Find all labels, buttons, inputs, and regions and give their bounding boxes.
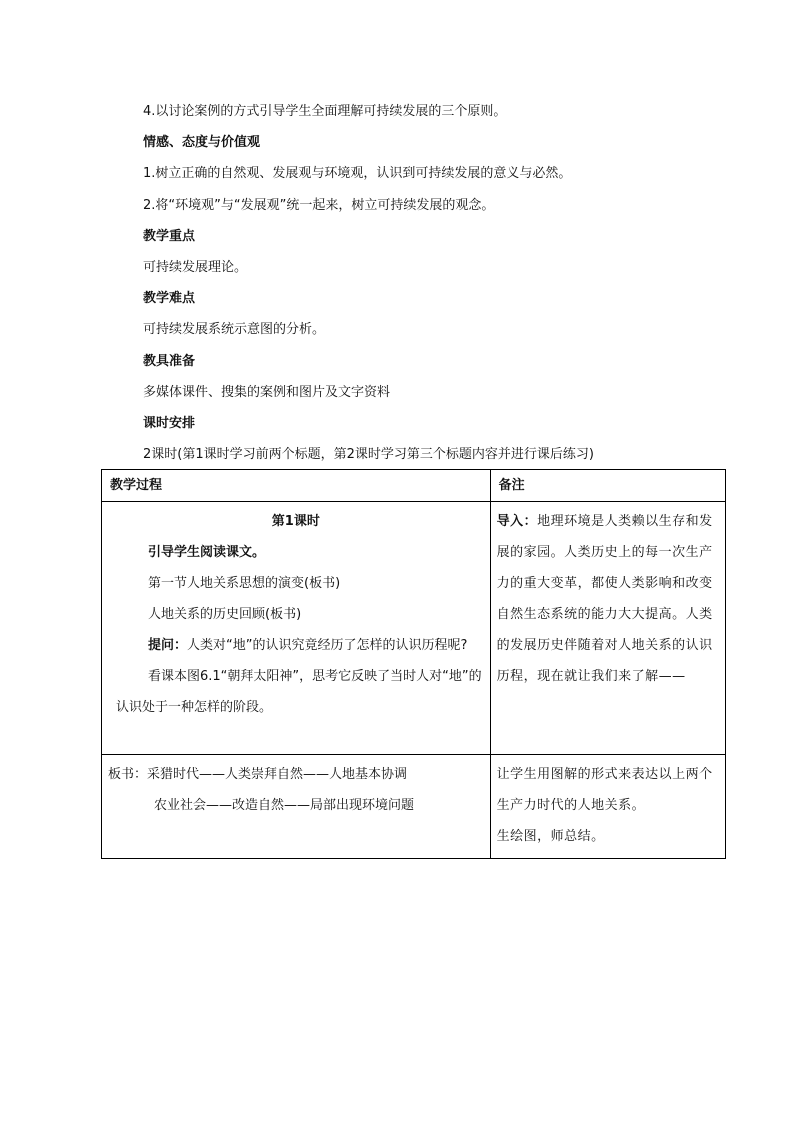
tools-text: 多媒体课件、搜集的案例和图片及文字资料 [143, 385, 391, 400]
heading-emotion: 情感、态度与价值观 [143, 135, 261, 150]
table-row [102, 502, 726, 755]
difficulty-text: 可持续发展系统示意图的分析。 [143, 322, 326, 337]
question-label: 提问： [148, 638, 188, 653]
guide-text: 引导学生阅读课文。 [148, 545, 266, 560]
intro-paragraph [497, 506, 719, 692]
table-row [102, 755, 726, 859]
heading-schedule: 课时安排 [143, 416, 196, 431]
figure-text: 看课本图6.1“朝拜太阳神”，思考它反映了当时人对“地”的认识处于一种怎样的阶段。 [116, 669, 482, 715]
objective-4: 4.以讨论案例的方式引导学生全面理解可持续发展的三个原则。 [143, 104, 507, 119]
question-text: 人类对“地”的认识究竟经历了怎样的认识历程呢? [187, 638, 468, 653]
key-point-text: 可持续发展理论。 [143, 260, 248, 275]
note-2: 生绘图，师总结。 [496, 829, 605, 844]
lesson-title: 第1课时 [271, 514, 320, 529]
heading-key-point: 教学重点 [143, 229, 196, 244]
emotion-2: 2.将“环境观”与“发展观”统一起来，树立可持续发展的观念。 [143, 198, 495, 213]
header-process: 教学过程 [102, 470, 491, 502]
notes-cell-2 [490, 755, 725, 859]
lesson-table [101, 469, 726, 859]
table-header-row [102, 470, 726, 502]
note-1: 让学生用图解的形式来表达以上两个生产力时代的人地关系。 [496, 767, 713, 813]
intro-label: 导入： [496, 514, 538, 529]
emotion-1: 1.树立正确的自然观、发展观与环境观，认识到可持续发展的意义与必然。 [143, 166, 572, 181]
history-text: 人地关系的历史回顾(板书) [148, 607, 302, 622]
board-line-1: 板书：采猎时代——人类崇拜自然——人地基本协调 [108, 767, 408, 782]
board-line-2: 农业社会——改造自然——局部出现环境问题 [154, 798, 415, 813]
notes-cell [490, 502, 725, 755]
intro-text: 地理环境是人类赖以生存和发展的家园。人类历史上的每一次生产力的重大变革，都使人类影响和改变自然生态系统的能力大大提高。人类的发展历史伴随着对人地关系的认识历程，现在就让我们来了解—— [496, 514, 713, 684]
figure-paragraph [108, 661, 484, 723]
schedule-text: 2课时(第1课时学习前两个标题，第2课时学习第三个标题内容并进行课后练习) [143, 447, 594, 462]
question-paragraph [108, 630, 484, 661]
header-notes: 备注 [490, 470, 725, 502]
heading-difficulty: 教学难点 [143, 291, 196, 306]
heading-tools: 教具准备 [143, 354, 196, 369]
process-cell [102, 502, 491, 755]
section-text: 第一节人地关系思想的演变(板书) [148, 576, 341, 591]
board-cell [102, 755, 491, 859]
